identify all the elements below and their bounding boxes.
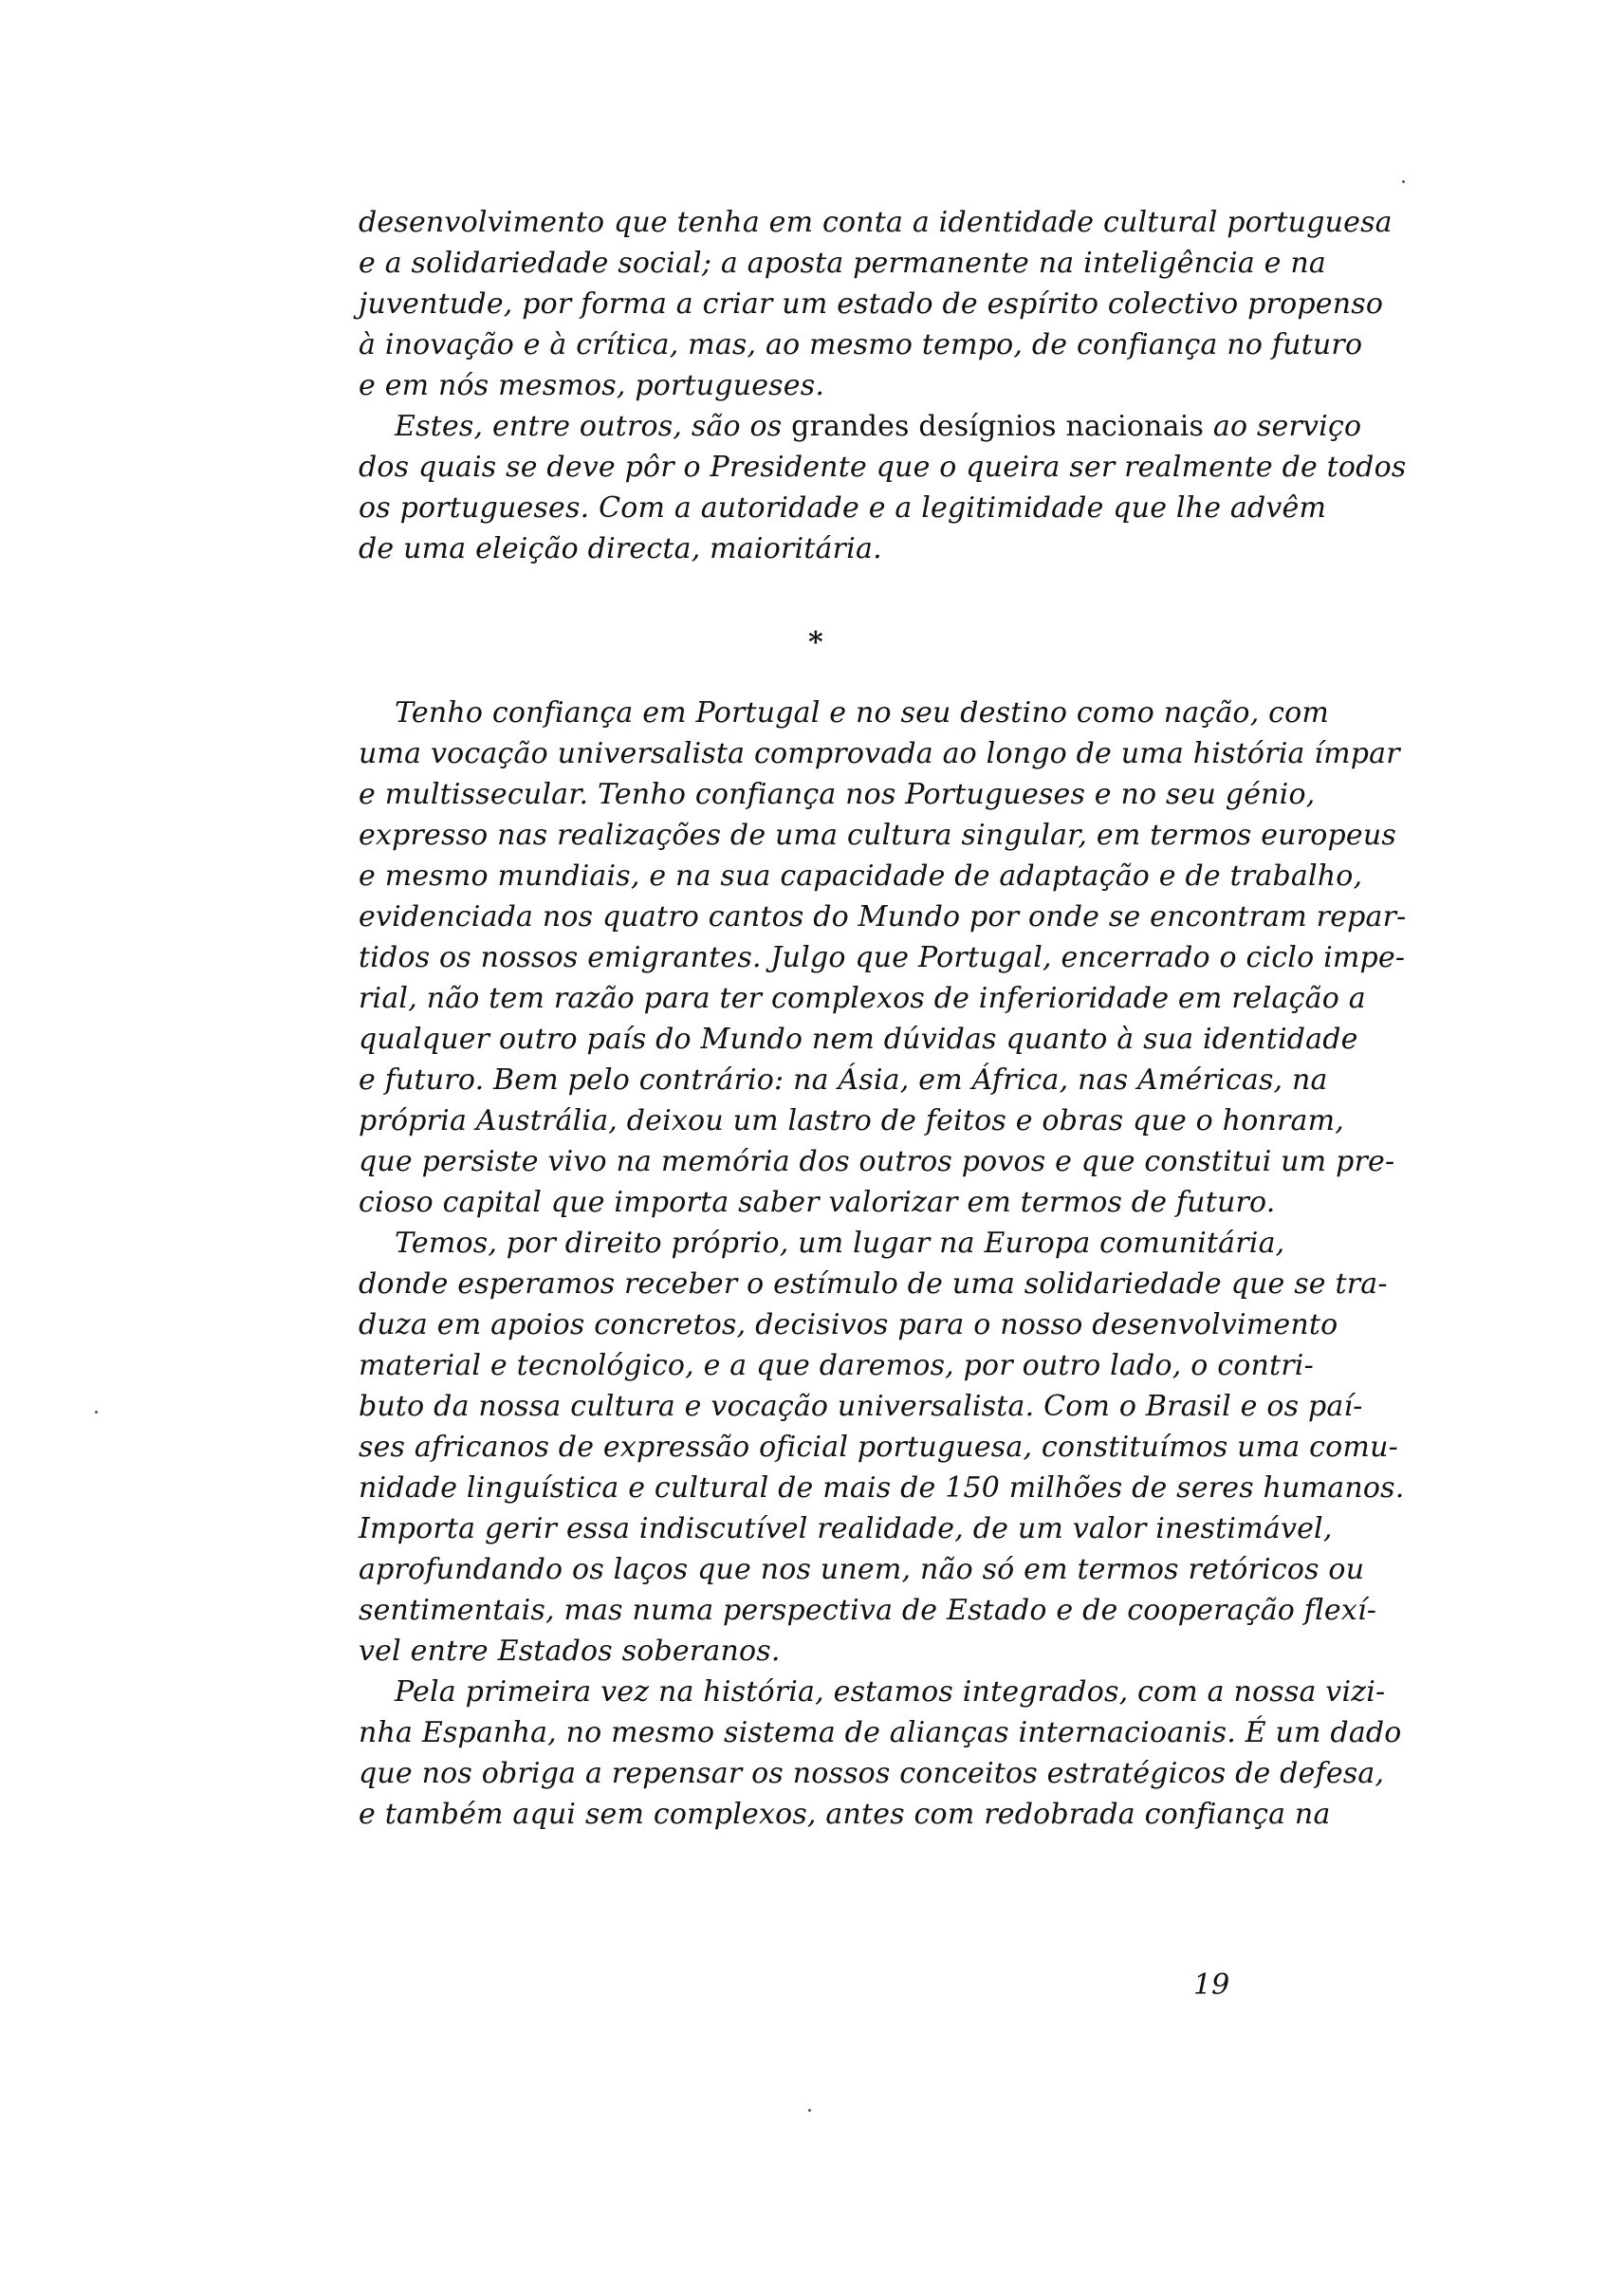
section-separator: *	[808, 626, 823, 659]
text-line: buto da nossa cultura e vocação universalista. Com o Brasil e os paí-	[359, 1390, 1363, 1423]
text-line: vel entre Estados soberanos.	[359, 1635, 781, 1668]
text-line: Importa gerir essa indiscutível realidade, de um valor inestimável,	[359, 1512, 1333, 1545]
text-line: Temos, por direito próprio, um lugar na Europa comunitária,	[395, 1227, 1285, 1260]
text-line: sentimentais, mas numa perspectiva de Estado e de cooperação flexí-	[359, 1594, 1377, 1627]
text-fragment-upright: grandes desígnios nacionais	[791, 410, 1205, 443]
text-line: cioso capital que importa saber valorizar em termos de futuro.	[359, 1186, 1276, 1219]
text-line: de uma eleição directa, maioritária.	[359, 532, 882, 565]
text-line: aprofundando os laços que nos unem, não só em termos retóricos ou	[359, 1553, 1365, 1586]
text-line: juventude, por forma a criar um estado de espírito colectivo propenso	[359, 287, 1384, 321]
text-block-top	[359, 202, 1407, 569]
page-number: 19	[1193, 1969, 1230, 2002]
scan-speck	[808, 2109, 811, 2112]
text-fragment: ao serviço	[1212, 410, 1362, 443]
text-line: os portugueses. Com a autoridade e a legitimidade que lhe advêm	[359, 491, 1327, 525]
scan-speck	[1402, 180, 1405, 183]
text-line: que nos obriga a repensar os nossos conceitos estratégicos de defesa,	[359, 1757, 1385, 1790]
text-line: rial, não tem razão para ter complexos de inferioridade em relação a	[359, 982, 1366, 1015]
text-line: uma vocação universalista comprovada ao longo de uma história ímpar	[359, 737, 1400, 770]
text-line-mixed	[359, 406, 1362, 447]
text-line: Tenho confiança em Portugal e no seu destino como nação, com	[395, 696, 1330, 730]
text-line: ses africanos de expressão oficial portuguesa, constituímos uma comu-	[359, 1431, 1398, 1464]
text-fragment: Estes, entre outros, são os	[395, 410, 783, 443]
text-line: qualquer outro país do Mundo nem dúvidas quanto à sua identidade	[359, 1023, 1358, 1056]
text-line: e também aqui sem complexos, antes com redobrada confiança na	[359, 1798, 1331, 1831]
text-line: à inovação e à crítica, mas, ao mesmo tempo, de confiança no futuro	[359, 328, 1363, 361]
text-line: e multissecular. Tenho confiança nos Portugueses e no seu génio,	[359, 778, 1316, 811]
text-line: donde esperamos receber o estímulo de uma solidariedade que se tra-	[359, 1267, 1388, 1301]
text-line: própria Austrália, deixou um lastro de feitos e obras que o honram,	[359, 1104, 1344, 1137]
text-line: nidade linguística e cultural de mais de 150 milhões de seres humanos.	[359, 1471, 1405, 1505]
text-line: expresso nas realizações de uma cultura singular, em termos europeus	[359, 819, 1396, 852]
text-line: duza em apoios concretos, decisivos para o nosso desenvolvimento	[359, 1308, 1338, 1341]
text-line: que persiste vivo na memória dos outros povos e que constitui um pre-	[359, 1145, 1395, 1178]
text-line: dos quais se deve pôr o Presidente que o queira ser realmente de todos	[359, 451, 1407, 484]
text-line: e a solidariedade social; a aposta permanente na inteligência e na	[359, 247, 1326, 280]
text-line: evidenciada nos quatro cantos do Mundo por onde se encontram repar-	[359, 900, 1407, 933]
scan-speck	[95, 1411, 98, 1414]
text-line: desenvolvimento que tenha em conta a identidade cultural portuguesa	[359, 206, 1393, 239]
text-line: nha Espanha, no mesmo sistema de alianças internacioanis. É um dado	[359, 1716, 1402, 1749]
text-line: e mesmo mundiais, e na sua capacidade de adaptação e de trabalho,	[359, 860, 1363, 893]
text-line: tidos os nossos emigrantes. Julgo que Portugal, encerrado o ciclo impe-	[359, 941, 1406, 974]
text-line: material e tecnológico, e a que daremos, por outro lado, o contri-	[359, 1349, 1314, 1382]
text-line: e futuro. Bem pelo contrário: na Ásia, em África, nas Américas, na	[359, 1063, 1328, 1097]
text-line: Pela primeira vez na história, estamos integrados, com a nossa vizi-	[395, 1675, 1386, 1709]
text-block-main	[359, 693, 1407, 1835]
text-line: e em nós mesmos, portugueses.	[359, 369, 825, 402]
